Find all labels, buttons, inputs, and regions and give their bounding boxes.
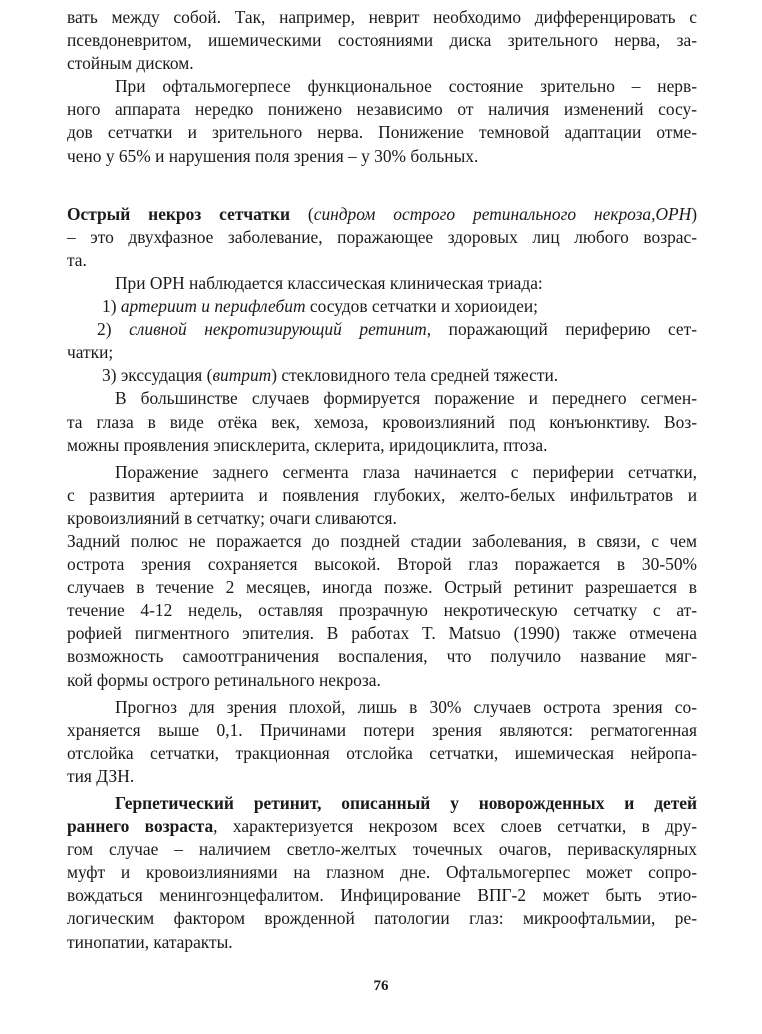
list-text: сосудов сетчатки и хориоидеи; [305,296,538,317]
text-line: Задний полюс не поражается до поздней стадии заболевания, в связи, с чем [67,530,697,551]
paragraph-5 [67,387,697,456]
text-line: стойным диском. [67,53,194,74]
text-line: кой формы острого ретинального некроза. [67,669,381,690]
text-line: та глаза в виде отёка век, хемоза, кровоизлияний под конъюнктиву. Воз- [67,411,697,432]
text-line: вождаться менингоэнцефалитом. Инфицирование ВПГ-2 может быть этио- [67,885,697,906]
text-line: При офтальмогерпесе функциональное состояние зрительно – нерв- [115,76,697,97]
text-line: та. [67,249,87,270]
list-text: , поражающий периферию сет- [426,319,697,340]
text-line: муфт и кровоизлияниями на глазном дне. Офтальмогерпес может сопро- [67,862,697,883]
list-term: витрит [212,365,272,386]
heading-herpetic-retinitis: Герпетический ретинит, описанный у новорожденных и детей [115,793,697,813]
heading-herpetic-retinitis-cont: раннего возраста [67,816,214,837]
paragraph-8 [67,696,697,788]
text-line: можны проявления эписклерита, склерита, иридоциклита, птоза. [67,434,548,455]
text-line: вать между собой. Так, например, неврит необходимо дифференцировать с [67,7,697,27]
list-number: 1) [102,296,121,317]
paragraph-1 [67,6,697,75]
section-gap [67,168,697,191]
text-column [67,6,697,954]
text-line [67,815,697,838]
text-line: острота зрения сохраняется высокой. Второй глаз поражается в 30-50% [67,554,697,575]
list-term: сливной некротизирующий ретинит [129,319,427,340]
text-line: ного аппарата нередко понижено независимо от наличия изменений сосу- [67,99,697,120]
text-line [67,792,697,815]
synonym-italic: синдром острого ретинального некроза,ОРН [313,203,692,224]
list-item-continuation: чатки; [67,342,114,363]
text-line: гом случае – наличием светло-желтых точечных очагов, периваскулярных [67,839,697,860]
text-line: тия ДЗН. [67,765,135,786]
paragraph-herpetic-retinitis [67,792,697,954]
text-line: случаев в течение 2 месяцев, иногда позже. Острый ретинит разрешается в [67,577,697,598]
triad-list [67,295,697,387]
text-line: Прогноз для зрения плохой, лишь в 30% случаев острота зрения со- [115,696,697,717]
list-text: ) стекловидного тела средней тяжести. [271,365,559,386]
paren-open: ( [290,203,314,224]
text-line: тинопатии, катаракты. [67,931,233,952]
page-number: 76 [373,978,389,994]
paragraph-acute-necrosis [67,203,697,272]
paragraph-6 [67,461,697,530]
text-line [67,203,697,226]
text-line: псевдоневритом, ишемическими состояниями диска зрительного нерва, за- [67,30,697,51]
text-line: отслойка сетчатки, тракционная отслойка сетчатки, ишемическая нейропа- [67,742,697,763]
heading-acute-retinal-necrosis: Острый некроз сетчатки [67,203,291,224]
text-line: дов сетчатки и зрительного нерва. Понижение темновой адаптации отме- [67,122,697,143]
triad-intro: При ОРН наблюдается классическая клиническая триада: [115,272,543,293]
paragraph-2 [67,75,697,167]
text-line: Поражение заднего сегмента глаза начинается с периферии сетчатки, [115,461,697,482]
section-gap [67,191,697,203]
text-line: кровоизлияний в сетчатку; очаги сливаются. [67,507,397,528]
text-line: с развития артериита и появления глубоких, желто-белых инфильтратов и [67,484,697,505]
list-term: артериит и перифлебит [120,296,306,317]
paren-close: ) [691,203,697,224]
text-line: В большинстве случаев формируется поражение и переднего сегмен- [115,388,697,409]
text-line: возможность самоотграничения воспаления, что получило название мяг- [67,646,697,667]
list-item [67,295,697,318]
text-line: – это двухфазное заболевание, поражающее здоровых лиц любого возрас- [67,226,697,247]
paragraph-7 [67,530,697,692]
list-number: 2) [97,319,130,340]
text-run: , характеризуется некрозом всех слоев сетчатки, в дру- [213,816,697,837]
text-line: чено у 65% и нарушения поля зрения – у 30% больных. [67,145,479,166]
list-item [67,364,697,387]
list-item [67,318,697,341]
text-line: храняется выше 0,1. Причинами потери зрения являются: регматогенная [67,719,697,740]
text-line: рофией пигментного эпителия. В работах T. Matsuo (1990) также отмечена [67,623,697,644]
text-line: течение 4-12 недель, оставляя прозрачную некротическую сетчатку с ат- [67,600,697,621]
text-line: логическим фактором врожденной патологии глаз: микроофтальмии, ре- [67,908,697,929]
list-number: 3) экссудация ( [102,365,213,386]
